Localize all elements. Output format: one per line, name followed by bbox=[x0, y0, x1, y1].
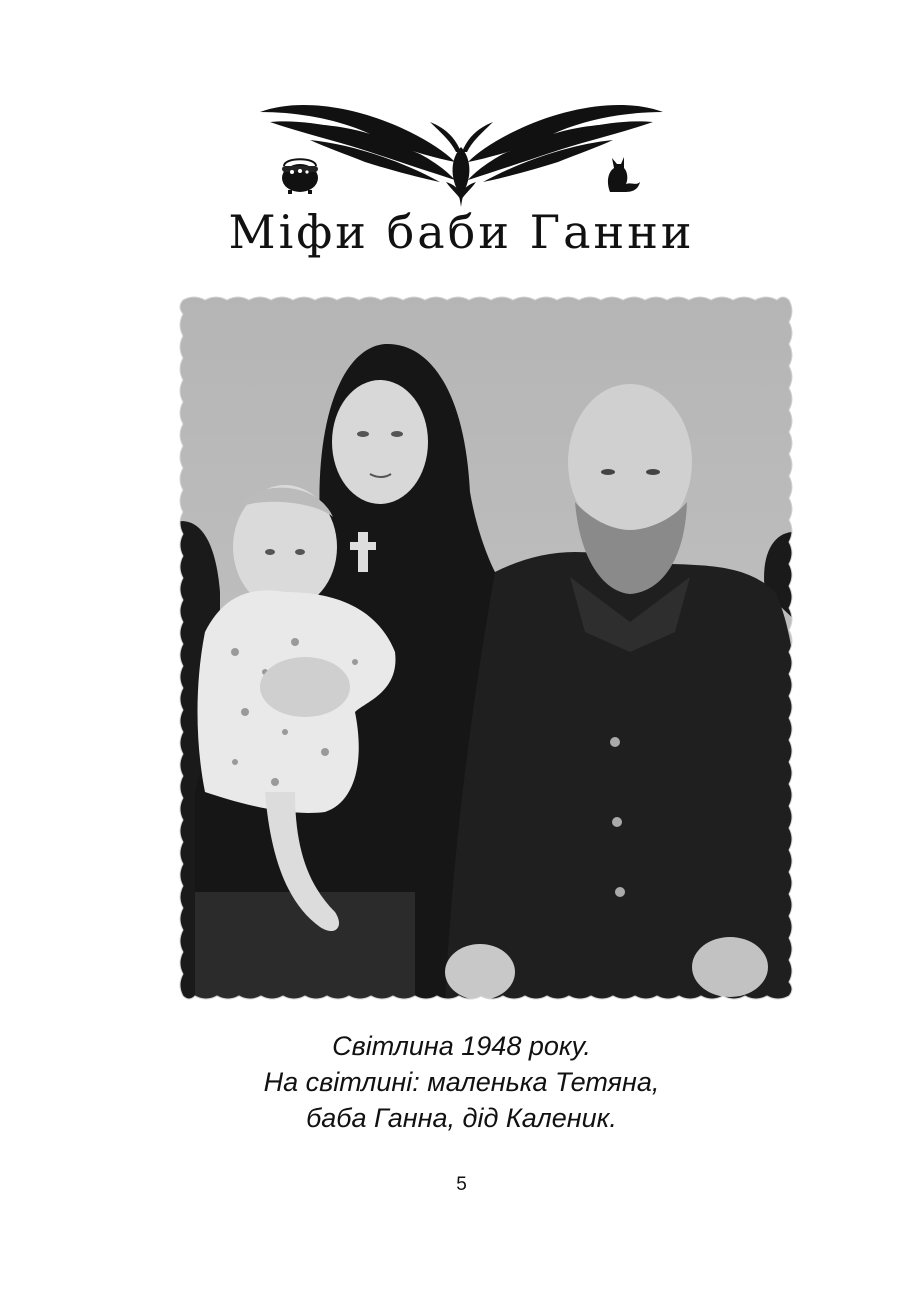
page-title: Міфи баби Ганни bbox=[228, 205, 695, 259]
page-number: 5 bbox=[456, 1174, 467, 1195]
header-ornament bbox=[250, 92, 673, 210]
caption-line: На світлині: маленька Тетяна, bbox=[263, 1067, 660, 1097]
caption-line: баба Ганна, дід Каленик. bbox=[306, 1103, 617, 1133]
cat-icon bbox=[608, 157, 640, 192]
photo-caption bbox=[0, 1028, 923, 1136]
cauldron-icon bbox=[282, 159, 318, 194]
caption-line: Світлина 1948 року. bbox=[332, 1031, 591, 1061]
family-photo bbox=[175, 292, 797, 1004]
